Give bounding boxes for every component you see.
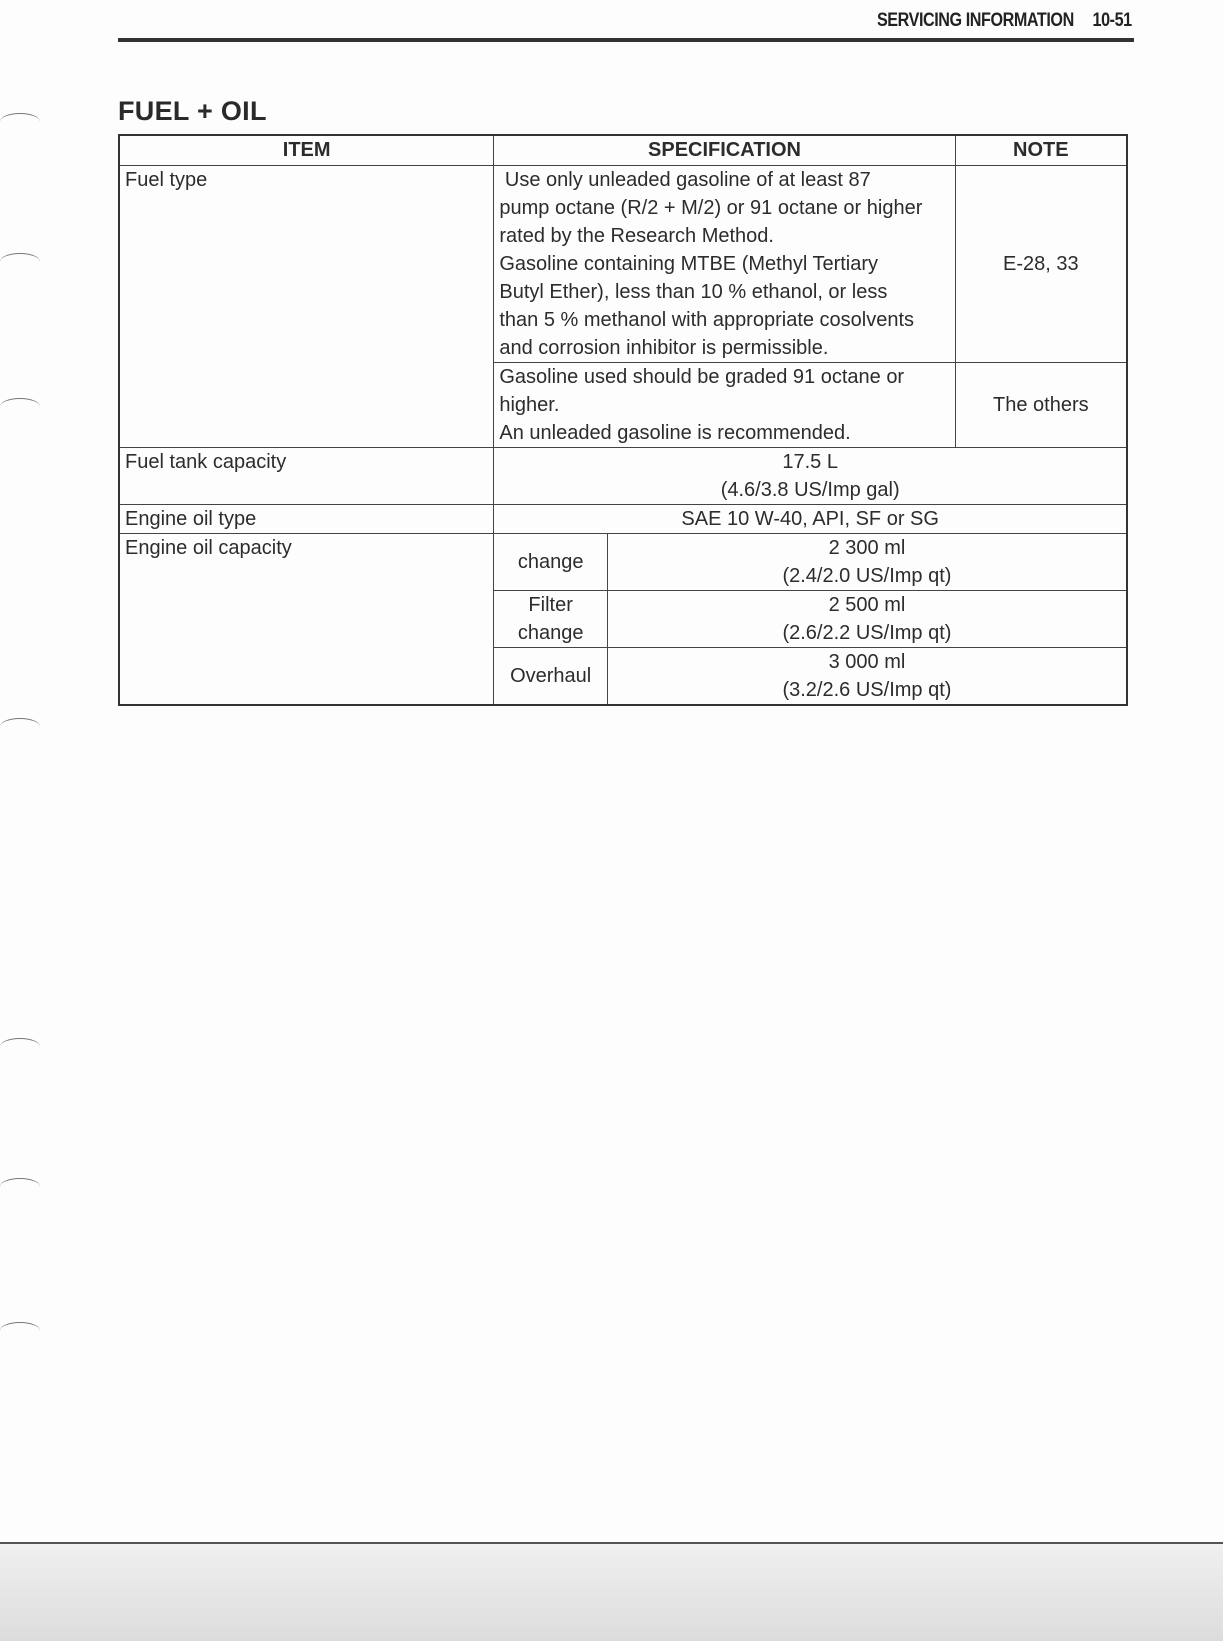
- fuel-type-label: Fuel type: [119, 166, 494, 448]
- table-header-row: [119, 135, 1127, 166]
- header-specification: SPECIFICATION: [494, 135, 955, 166]
- spec-line: Butyl Ether), less than 10 % ethanol, or less: [499, 281, 888, 303]
- section-title: FUEL + OIL: [118, 96, 267, 126]
- binder-hole-mark: [0, 398, 40, 415]
- oil-qt: (3.2/2.6 US/Imp qt): [782, 679, 952, 701]
- page-header: [118, 8, 1134, 42]
- oil-qt: (2.4/2.0 US/Imp qt): [782, 565, 952, 587]
- oil-ml: 2 300 ml: [828, 537, 906, 559]
- oil-qt: (2.6/2.2 US/Imp qt): [782, 622, 952, 644]
- fuel-oil-spec-table: [118, 134, 1128, 706]
- fuel-tank-label: Fuel tank capacity: [119, 448, 494, 505]
- sub-label: change: [517, 622, 584, 644]
- overhaul-value: [607, 648, 1127, 706]
- binder-hole-mark: [0, 1322, 40, 1339]
- table-row: [119, 166, 1127, 363]
- binder-hole-mark: [0, 253, 40, 270]
- table-row: [119, 505, 1127, 534]
- filter-change-value: [607, 591, 1127, 648]
- sub-label: Filter: [528, 594, 573, 616]
- table-row: [119, 534, 1127, 591]
- sub-label: change: [517, 551, 584, 573]
- fuel-tank-value: [494, 448, 1127, 505]
- scan-shadow: [0, 1544, 1223, 1641]
- sub-label: Overhaul: [510, 665, 592, 687]
- spec-line: than 5 % methanol with appropriate cosolvents: [499, 309, 915, 331]
- oil-change-value: [607, 534, 1127, 591]
- fuel-type-note-1: E-28, 33: [955, 166, 1127, 363]
- spec-line: An unleaded gasoline is recommended.: [499, 422, 851, 444]
- filter-change-label: [494, 591, 608, 648]
- fuel-type-spec-2: [494, 363, 955, 448]
- header-section: SERVICING INFORMATION: [877, 10, 1075, 31]
- fuel-tank-liters: 17.5 L: [782, 451, 838, 473]
- header-item: ITEM: [119, 135, 494, 166]
- binder-hole-mark: [0, 1178, 40, 1195]
- table-row: [119, 448, 1127, 505]
- fuel-type-note-2: The others: [955, 363, 1127, 448]
- fuel-tank-gallons: (4.6/3.8 US/Imp gal): [720, 479, 900, 501]
- binder-hole-mark: [0, 1038, 40, 1055]
- spec-line: rated by the Research Method.: [499, 225, 774, 247]
- binder-hole-mark: [0, 113, 40, 130]
- page-number: 10-51: [1092, 10, 1132, 31]
- oil-capacity-label: Engine oil capacity: [119, 534, 494, 706]
- header-text: [877, 10, 1132, 32]
- spec-line: and corrosion inhibitor is permissible.: [499, 337, 829, 359]
- oil-type-label: Engine oil type: [119, 505, 494, 534]
- oil-change-label: [494, 534, 608, 591]
- spec-line: Use only unleaded gasoline of at least 87: [499, 169, 871, 191]
- spec-line: higher.: [499, 394, 560, 416]
- binder-hole-mark: [0, 718, 40, 735]
- spec-line: Gasoline used should be graded 91 octane or: [499, 366, 905, 388]
- oil-ml: 3 000 ml: [828, 651, 906, 673]
- oil-type-value: SAE 10 W-40, API, SF or SG: [494, 505, 1127, 534]
- header-note: NOTE: [955, 135, 1127, 166]
- spec-line: pump octane (R/2 + M/2) or 91 octane or higher: [499, 197, 923, 219]
- spec-line: Gasoline containing MTBE (Methyl Tertiary: [499, 253, 879, 275]
- oil-ml: 2 500 ml: [828, 594, 906, 616]
- fuel-type-spec-1: [494, 166, 955, 363]
- overhaul-label: [494, 648, 608, 706]
